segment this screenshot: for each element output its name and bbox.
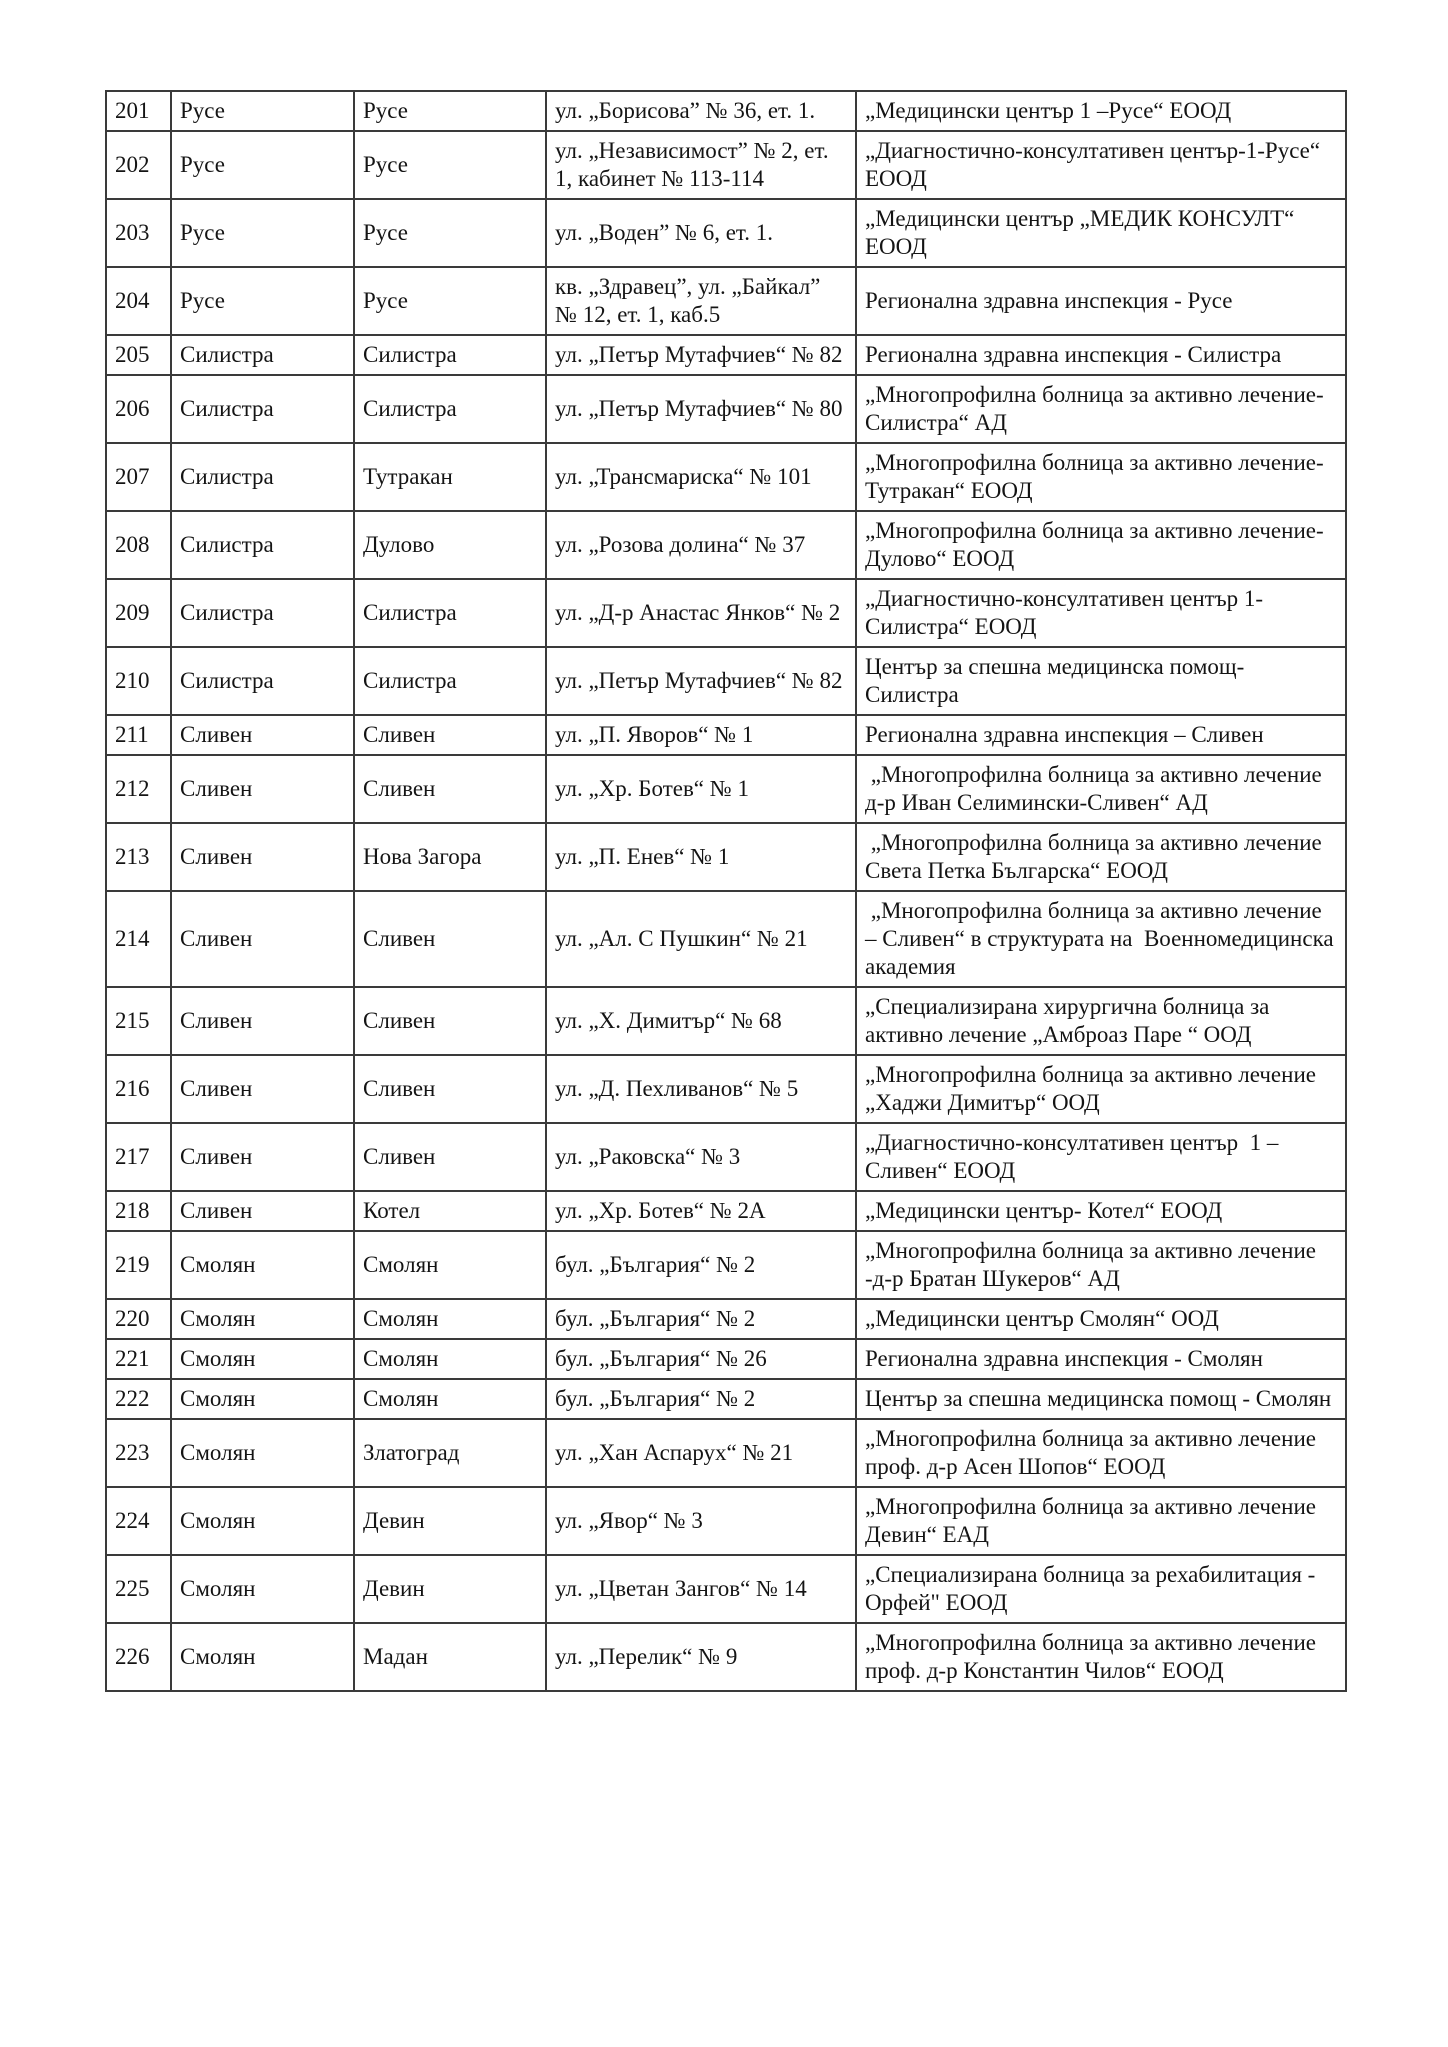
region-cell: Сливен bbox=[171, 715, 354, 755]
city-cell: Русе bbox=[354, 267, 546, 335]
medical-institutions-table bbox=[105, 90, 1347, 1692]
row-number-cell: 223 bbox=[106, 1419, 171, 1487]
address-cell: ул. „Петър Мутафчиев“ № 80 bbox=[546, 375, 856, 443]
city-cell: Смолян bbox=[354, 1231, 546, 1299]
row-number-cell: 204 bbox=[106, 267, 171, 335]
city-cell: Мадан bbox=[354, 1623, 546, 1691]
address-cell: ул. „Воден” № 6, ет. 1. bbox=[546, 199, 856, 267]
row-number-cell: 202 bbox=[106, 131, 171, 199]
region-cell: Силистра bbox=[171, 647, 354, 715]
city-cell: Силистра bbox=[354, 647, 546, 715]
row-number-cell: 215 bbox=[106, 987, 171, 1055]
region-cell: Русе bbox=[171, 131, 354, 199]
region-cell: Смолян bbox=[171, 1379, 354, 1419]
city-cell: Сливен bbox=[354, 1123, 546, 1191]
institution-name-cell: Регионална здравна инспекция - Смолян bbox=[856, 1339, 1346, 1379]
row-number-cell: 219 bbox=[106, 1231, 171, 1299]
table-row bbox=[106, 987, 1346, 1055]
address-cell: ул. „Перелик“ № 9 bbox=[546, 1623, 856, 1691]
address-cell: ул. „Розова долина“ № 37 bbox=[546, 511, 856, 579]
institution-name-cell: „Диагностично-консултативен център 1 – Сливен“ ЕООД bbox=[856, 1123, 1346, 1191]
institution-name-cell: „Многопрофилна болница за активно лечение „Хаджи Димитър“ ООД bbox=[856, 1055, 1346, 1123]
city-cell: Русе bbox=[354, 131, 546, 199]
table-row bbox=[106, 1191, 1346, 1231]
region-cell: Смолян bbox=[171, 1555, 354, 1623]
address-cell: бул. „България“ № 2 bbox=[546, 1299, 856, 1339]
row-number-cell: 208 bbox=[106, 511, 171, 579]
address-cell: ул. „Д-р Анастас Янков“ № 2 bbox=[546, 579, 856, 647]
address-cell: ул. „Хр. Ботев“ № 1 bbox=[546, 755, 856, 823]
city-cell: Смолян bbox=[354, 1299, 546, 1339]
table-row bbox=[106, 1339, 1346, 1379]
table-row bbox=[106, 131, 1346, 199]
table-row bbox=[106, 1555, 1346, 1623]
address-cell: ул. „Трансмариска“ № 101 bbox=[546, 443, 856, 511]
region-cell: Русе bbox=[171, 267, 354, 335]
table-row bbox=[106, 715, 1346, 755]
institution-name-cell: „Многопрофилна болница за активно лечение-Дулово“ ЕООД bbox=[856, 511, 1346, 579]
row-number-cell: 205 bbox=[106, 335, 171, 375]
city-cell: Сливен bbox=[354, 715, 546, 755]
institution-name-cell: „Многопрофилна болница за активно лечение-Тутракан“ ЕООД bbox=[856, 443, 1346, 511]
address-cell: ул. „Борисова” № 36, ет. 1. bbox=[546, 91, 856, 131]
address-cell: бул. „България“ № 2 bbox=[546, 1379, 856, 1419]
institution-name-cell: „Диагностично-консултативен център-1-Русе“ ЕООД bbox=[856, 131, 1346, 199]
table-row bbox=[106, 1487, 1346, 1555]
table-row bbox=[106, 199, 1346, 267]
city-cell: Девин bbox=[354, 1487, 546, 1555]
row-number-cell: 206 bbox=[106, 375, 171, 443]
institution-name-cell: Регионална здравна инспекция – Сливен bbox=[856, 715, 1346, 755]
institution-name-cell: „Медицински център „МЕДИК КОНСУЛТ“ ЕООД bbox=[856, 199, 1346, 267]
institution-name-cell: „Диагностично-консултативен център 1- Силистра“ ЕООД bbox=[856, 579, 1346, 647]
institution-name-cell: „Специализирана болница за рехабилитация - Орфей" ЕООД bbox=[856, 1555, 1346, 1623]
region-cell: Русе bbox=[171, 199, 354, 267]
city-cell: Смолян bbox=[354, 1379, 546, 1419]
region-cell: Смолян bbox=[171, 1339, 354, 1379]
table-row bbox=[106, 335, 1346, 375]
city-cell: Сливен bbox=[354, 891, 546, 987]
region-cell: Смолян bbox=[171, 1419, 354, 1487]
institution-name-cell: „Многопрофилна болница за активно лечение проф. д-р Константин Чилов“ ЕООД bbox=[856, 1623, 1346, 1691]
region-cell: Смолян bbox=[171, 1487, 354, 1555]
row-number-cell: 222 bbox=[106, 1379, 171, 1419]
row-number-cell: 214 bbox=[106, 891, 171, 987]
institution-name-cell: Регионална здравна инспекция - Русе bbox=[856, 267, 1346, 335]
address-cell: ул. „Ал. С Пушкин“ № 21 bbox=[546, 891, 856, 987]
city-cell: Силистра bbox=[354, 579, 546, 647]
region-cell: Сливен bbox=[171, 1191, 354, 1231]
address-cell: ул. „Хр. Ботев“ № 2А bbox=[546, 1191, 856, 1231]
table-row bbox=[106, 1055, 1346, 1123]
institution-name-cell: „Многопрофилна болница за активно лечение-Силистра“ АД bbox=[856, 375, 1346, 443]
region-cell: Силистра bbox=[171, 375, 354, 443]
address-cell: ул. „Раковска“ № 3 bbox=[546, 1123, 856, 1191]
region-cell: Сливен bbox=[171, 755, 354, 823]
address-cell: ул. „Хан Аспарух“ № 21 bbox=[546, 1419, 856, 1487]
address-cell: ул. „Явор“ № 3 bbox=[546, 1487, 856, 1555]
address-cell: ул. „П. Енев“ № 1 bbox=[546, 823, 856, 891]
row-number-cell: 201 bbox=[106, 91, 171, 131]
table-row bbox=[106, 647, 1346, 715]
city-cell: Смолян bbox=[354, 1339, 546, 1379]
institution-name-cell: Център за спешна медицинска помощ - Смолян bbox=[856, 1379, 1346, 1419]
row-number-cell: 211 bbox=[106, 715, 171, 755]
city-cell: Тутракан bbox=[354, 443, 546, 511]
row-number-cell: 212 bbox=[106, 755, 171, 823]
institution-name-cell: „Медицински център 1 –Русе“ ЕООД bbox=[856, 91, 1346, 131]
address-cell: ул. „Х. Димитър“ № 68 bbox=[546, 987, 856, 1055]
city-cell: Русе bbox=[354, 199, 546, 267]
address-cell: ул. „Независимост” № 2, ет. 1, кабинет № 113-114 bbox=[546, 131, 856, 199]
row-number-cell: 225 bbox=[106, 1555, 171, 1623]
region-cell: Силистра bbox=[171, 335, 354, 375]
row-number-cell: 221 bbox=[106, 1339, 171, 1379]
institution-name-cell: „Многопрофилна болница за активно лечение -д-р Братан Шукеров“ АД bbox=[856, 1231, 1346, 1299]
region-cell: Смолян bbox=[171, 1623, 354, 1691]
row-number-cell: 203 bbox=[106, 199, 171, 267]
region-cell: Сливен bbox=[171, 891, 354, 987]
table-row bbox=[106, 1231, 1346, 1299]
table-row bbox=[106, 1123, 1346, 1191]
city-cell: Русе bbox=[354, 91, 546, 131]
institution-name-cell: „Многопрофилна болница за активно лечение проф. д-р Асен Шопов“ ЕООД bbox=[856, 1419, 1346, 1487]
region-cell: Сливен bbox=[171, 1055, 354, 1123]
institution-name-cell: „Медицински център- Котел“ ЕООД bbox=[856, 1191, 1346, 1231]
table-row bbox=[106, 267, 1346, 335]
address-cell: бул. „България“ № 26 bbox=[546, 1339, 856, 1379]
region-cell: Сливен bbox=[171, 1123, 354, 1191]
city-cell: Златоград bbox=[354, 1419, 546, 1487]
city-cell: Девин bbox=[354, 1555, 546, 1623]
row-number-cell: 207 bbox=[106, 443, 171, 511]
city-cell: Котел bbox=[354, 1191, 546, 1231]
region-cell: Сливен bbox=[171, 987, 354, 1055]
row-number-cell: 218 bbox=[106, 1191, 171, 1231]
row-number-cell: 213 bbox=[106, 823, 171, 891]
institution-name-cell: „Многопрофилна болница за активно лечение Девин“ ЕАД bbox=[856, 1487, 1346, 1555]
address-cell: ул. „Петър Мутафчиев“ № 82 bbox=[546, 647, 856, 715]
address-cell: ул. „Д. Пехливанов“ № 5 bbox=[546, 1055, 856, 1123]
city-cell: Сливен bbox=[354, 755, 546, 823]
address-cell: бул. „България“ № 2 bbox=[546, 1231, 856, 1299]
table-row bbox=[106, 1623, 1346, 1691]
institution-name-cell: Център за спешна медицинска помощ-Силистра bbox=[856, 647, 1346, 715]
table-row bbox=[106, 1379, 1346, 1419]
address-cell: ул. „П. Яворов“ № 1 bbox=[546, 715, 856, 755]
table-row bbox=[106, 891, 1346, 987]
table-row bbox=[106, 375, 1346, 443]
row-number-cell: 216 bbox=[106, 1055, 171, 1123]
city-cell: Дулово bbox=[354, 511, 546, 579]
city-cell: Сливен bbox=[354, 1055, 546, 1123]
region-cell: Русе bbox=[171, 91, 354, 131]
city-cell: Нова Загора bbox=[354, 823, 546, 891]
city-cell: Силистра bbox=[354, 335, 546, 375]
institution-name-cell: „Медицински център Смолян“ ООД bbox=[856, 1299, 1346, 1339]
row-number-cell: 220 bbox=[106, 1299, 171, 1339]
city-cell: Сливен bbox=[354, 987, 546, 1055]
address-cell: ул. „Цветан Зангов“ № 14 bbox=[546, 1555, 856, 1623]
row-number-cell: 217 bbox=[106, 1123, 171, 1191]
row-number-cell: 224 bbox=[106, 1487, 171, 1555]
address-cell: кв. „Здравец”, ул. „Байкал” № 12, ет. 1, каб.5 bbox=[546, 267, 856, 335]
region-cell: Силистра bbox=[171, 443, 354, 511]
city-cell: Силистра bbox=[354, 375, 546, 443]
row-number-cell: 226 bbox=[106, 1623, 171, 1691]
institution-name-cell: „Многопрофилна болница за активно лечение – Сливен“ в структурата на Военномедицинска академия bbox=[856, 891, 1346, 987]
table-row bbox=[106, 823, 1346, 891]
institution-name-cell: „Многопрофилна болница за активно лечение д-р Иван Селимински-Сливен“ АД bbox=[856, 755, 1346, 823]
table-row bbox=[106, 511, 1346, 579]
row-number-cell: 210 bbox=[106, 647, 171, 715]
table-row bbox=[106, 755, 1346, 823]
region-cell: Силистра bbox=[171, 579, 354, 647]
region-cell: Сливен bbox=[171, 823, 354, 891]
region-cell: Силистра bbox=[171, 511, 354, 579]
table-row bbox=[106, 443, 1346, 511]
address-cell: ул. „Петър Мутафчиев“ № 82 bbox=[546, 335, 856, 375]
table-row bbox=[106, 91, 1346, 131]
row-number-cell: 209 bbox=[106, 579, 171, 647]
table-row bbox=[106, 1419, 1346, 1487]
institution-name-cell: Регионална здравна инспекция - Силистра bbox=[856, 335, 1346, 375]
region-cell: Смолян bbox=[171, 1299, 354, 1339]
table-row bbox=[106, 1299, 1346, 1339]
table-row bbox=[106, 579, 1346, 647]
institution-name-cell: „Специализирана хирургична болница за активно лечение „Амброаз Паре “ ООД bbox=[856, 987, 1346, 1055]
institution-name-cell: „Многопрофилна болница за активно лечение Света Петка Българска“ ЕООД bbox=[856, 823, 1346, 891]
region-cell: Смолян bbox=[171, 1231, 354, 1299]
table-body bbox=[106, 91, 1346, 1691]
